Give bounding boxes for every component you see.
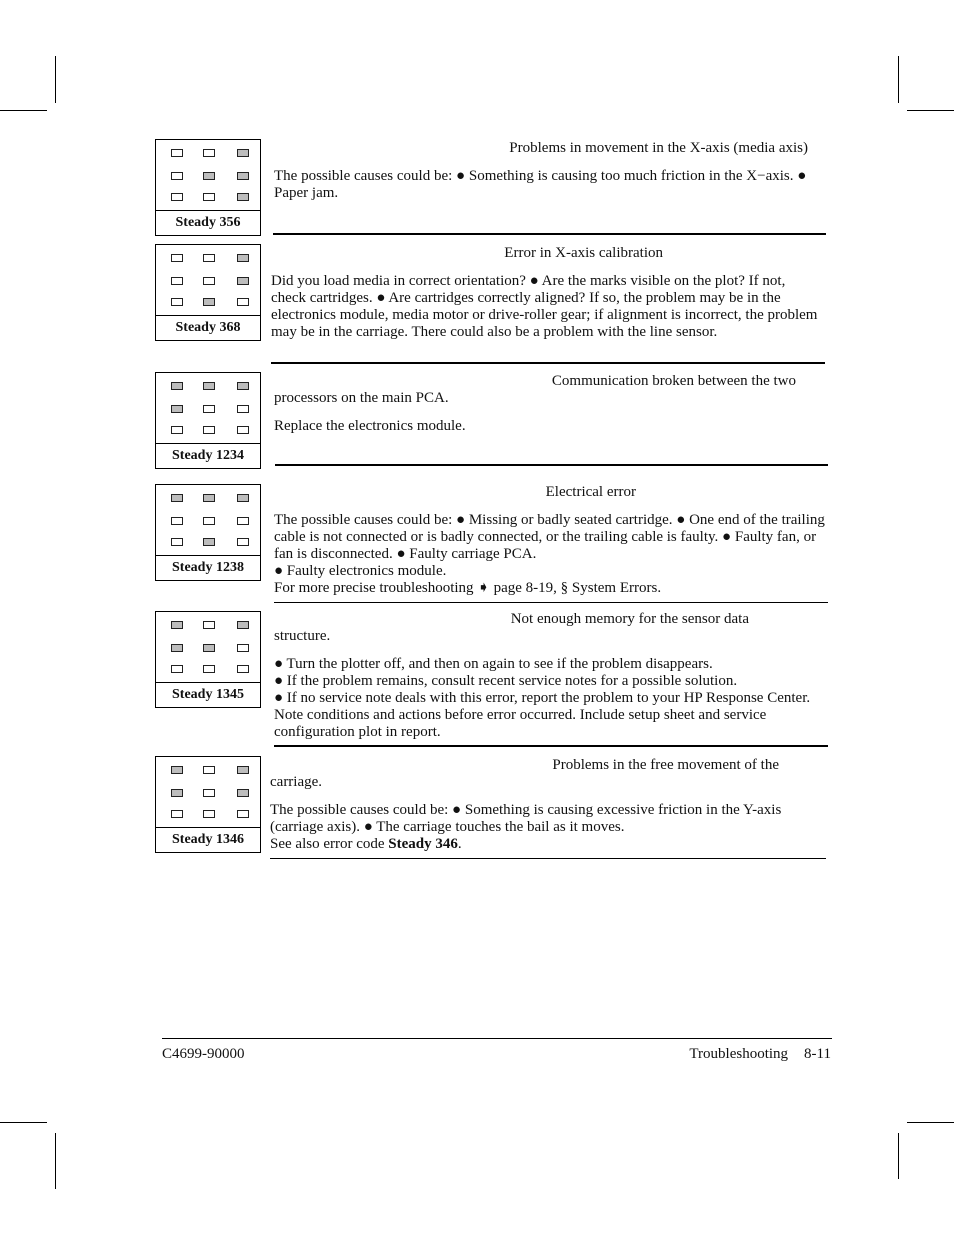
led-grid (156, 485, 260, 556)
entry-divider (275, 464, 828, 466)
led-lit (237, 149, 249, 157)
error-title: Problems in the free movement of the (552, 757, 779, 773)
error-reference: For more precise troubleshooting ➧ page 8-19, § System Errors. (274, 580, 662, 596)
led-lit (171, 621, 183, 629)
error-description: Replace the electronics module. (274, 418, 466, 434)
entry-divider (271, 362, 825, 364)
led-lit (237, 382, 249, 390)
led-off (203, 621, 215, 629)
led-off (237, 405, 249, 413)
error-code-label: Steady 356 (175, 215, 241, 230)
led-off (203, 517, 215, 525)
led-off (237, 644, 249, 652)
see-also-suffix: . (457, 836, 462, 852)
led-panel (155, 139, 261, 236)
led-off (171, 517, 183, 525)
entry-divider (270, 858, 826, 859)
error-code-label: Steady 1234 (172, 448, 244, 463)
led-off (203, 766, 215, 774)
led-off (171, 254, 183, 262)
footer-doc-number: C4699-90000 (162, 1046, 245, 1062)
led-lit (203, 538, 215, 546)
error-title-continued: carriage. (270, 774, 323, 790)
error-description: The possible causes could be: ● Missing or badly seated cartridge. ● One end of the trailing cable is not connected or is badly connected, or the trailing cable is faulty. ● Faulty fan, or fan is disconnected. ● Faulty carriage PCA. (274, 512, 825, 562)
led-lit (237, 789, 249, 797)
led-lit (171, 766, 183, 774)
led-lit (237, 193, 249, 201)
led-lit (171, 405, 183, 413)
crop-mark-bottom-left-v (55, 1133, 56, 1189)
error-title-continued: structure. (274, 628, 331, 644)
error-code-label: Steady 1345 (172, 687, 244, 702)
led-off (171, 277, 183, 285)
led-panel (155, 611, 261, 708)
led-off (237, 810, 249, 818)
see-also-line (270, 836, 823, 853)
footer-rule (162, 1038, 832, 1039)
led-panel (155, 244, 261, 341)
error-title: Not enough memory for the sensor data (510, 611, 749, 627)
error-title: Electrical error (545, 484, 636, 500)
error-entry-368 (271, 245, 824, 341)
entry-divider (274, 602, 828, 603)
led-off (171, 426, 183, 434)
led-off (237, 426, 249, 434)
led-lit (171, 494, 183, 502)
error-description-line: ● Faulty electronics module. (274, 563, 447, 579)
crop-mark-bottom-left-h (0, 1122, 47, 1123)
entry-divider (273, 233, 826, 235)
crop-mark-top-left-v (55, 56, 56, 103)
error-title-continued: processors on the main PCA. (274, 390, 449, 406)
error-title: Error in X-axis calibration (504, 245, 663, 261)
error-description: The possible causes could be: ● Something is causing too much friction in the X−axis. ● Paper jam. (274, 168, 807, 201)
see-also-code: Steady 346 (388, 836, 458, 852)
led-off (171, 149, 183, 157)
error-title: Communication broken between the two (551, 373, 796, 389)
led-off (203, 254, 215, 262)
led-off (171, 172, 183, 180)
led-grid (156, 373, 260, 444)
led-off (203, 789, 215, 797)
led-lit (171, 382, 183, 390)
led-lit (203, 382, 215, 390)
led-off (171, 665, 183, 673)
led-grid (156, 757, 260, 828)
error-action: ● If the problem remains, consult recent service notes for a possible solution. (274, 673, 738, 689)
led-off (203, 426, 215, 434)
crop-mark-bottom-right-h (907, 1122, 954, 1123)
led-panel (155, 756, 261, 853)
crop-mark-top-right-v (898, 56, 899, 103)
error-entry-1234 (274, 373, 827, 435)
error-entry-1345 (274, 611, 827, 741)
see-also-prefix: See also error code (270, 836, 389, 852)
error-action: ● Turn the plotter off, and then on again to see if the problem disappears. (274, 656, 713, 672)
led-off (203, 193, 215, 201)
error-title: Problems in movement in the X-axis (media axis) (509, 140, 808, 156)
error-entry-1346 (270, 757, 823, 853)
led-lit (237, 621, 249, 629)
error-action: ● If no service note deals with this error, report the problem to your HP Response Center. Note conditions and actions before error occurred. Include setup sheet and service configuration plot in report. (274, 690, 811, 740)
led-lit (203, 298, 215, 306)
led-off (171, 193, 183, 201)
led-off (237, 538, 249, 546)
led-grid (156, 140, 260, 211)
led-lit (237, 254, 249, 262)
led-lit (237, 277, 249, 285)
led-off (203, 810, 215, 818)
led-off (171, 538, 183, 546)
led-lit (203, 494, 215, 502)
led-off (237, 665, 249, 673)
led-off (171, 298, 183, 306)
led-off (203, 405, 215, 413)
led-lit (237, 494, 249, 502)
error-code-label: Steady 368 (175, 320, 241, 335)
footer-page-number: 8-11 (804, 1046, 831, 1062)
led-lit (171, 789, 183, 797)
led-off (237, 298, 249, 306)
crop-mark-top-left-h (0, 110, 47, 111)
led-lit (237, 172, 249, 180)
led-off (203, 277, 215, 285)
led-off (203, 149, 215, 157)
led-panel (155, 372, 261, 469)
led-off (203, 665, 215, 673)
footer-section-page (689, 1046, 831, 1063)
error-code-label: Steady 1346 (172, 832, 244, 847)
error-description: Did you load media in correct orientation? ● Are the marks visible on the plot? If not, check cartridges. ● Are cartridges correctly aligned? If so, the problem may be in the electronics module, media motor or drive-roller gear; if alignment is incorrect, the problem may be in the carriage. There could also be a problem with the line sensor. (271, 273, 818, 340)
led-grid (156, 612, 260, 683)
footer-section: Troubleshooting (689, 1046, 789, 1062)
led-lit (237, 766, 249, 774)
error-entry-356 (274, 140, 824, 202)
led-lit (203, 172, 215, 180)
error-description: The possible causes could be: ● Something is causing excessive friction in the Y-axis (carriage axis). ● The carriage touches the bail as it moves. (270, 802, 782, 835)
error-entry-1238 (274, 484, 827, 597)
led-off (171, 810, 183, 818)
error-code-label: Steady 1238 (172, 560, 244, 575)
crop-mark-bottom-right-v (898, 1133, 899, 1179)
led-lit (203, 644, 215, 652)
crop-mark-top-right-h (907, 110, 954, 111)
led-panel (155, 484, 261, 581)
led-lit (171, 644, 183, 652)
led-grid (156, 245, 260, 316)
led-off (237, 517, 249, 525)
entry-divider (274, 745, 828, 747)
